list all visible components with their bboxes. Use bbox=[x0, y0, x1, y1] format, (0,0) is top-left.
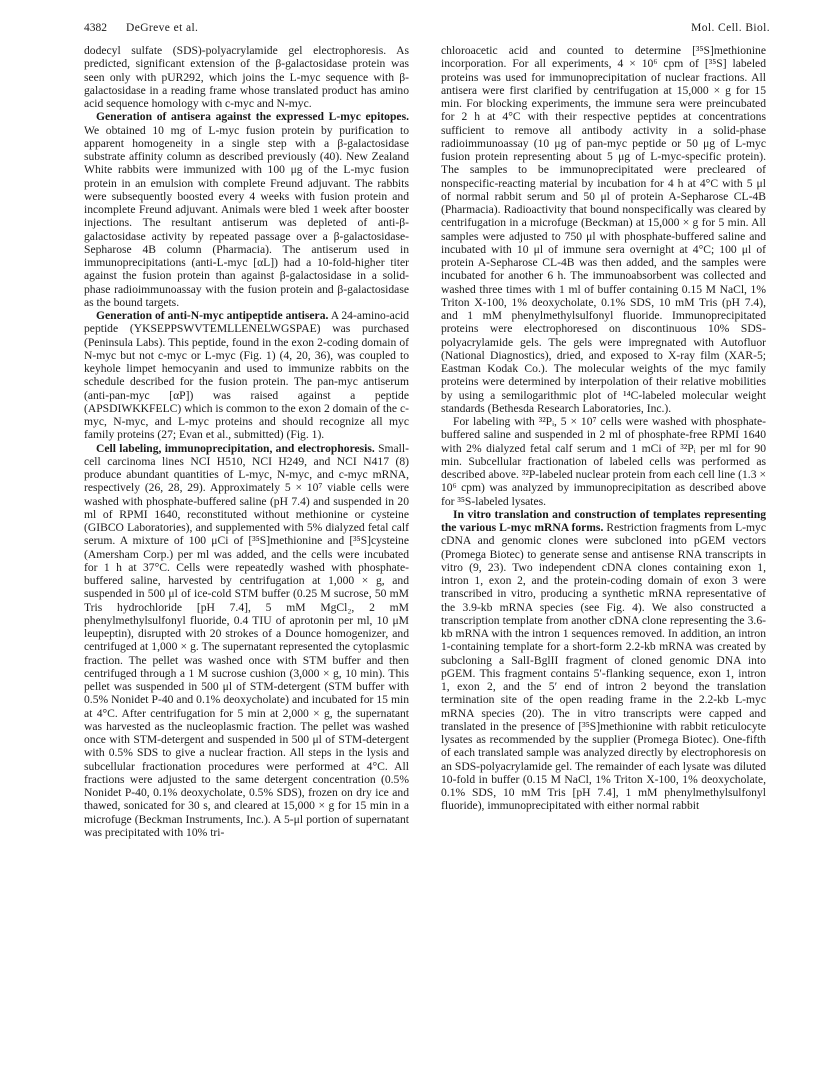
paragraph-text: For labeling with ³²Pᵢ, 5 × 10⁷ cells were washed with phosphate-buffered saline and suspended in 2 ml of phosphate-free RPMI 1640 with 2% dialyzed fetal calf serum and 1 mCi of ³²Pᵢ per ml for 90 min. Subcellular fractionation of labeled cells was performed as described above. ³²P-labeled nuclear protein from each cell line (1.3 × 10⁶ cpm) was analyzed by immunoprecipitation as described above for ³⁵S-labeled lysates. bbox=[441, 415, 766, 508]
section-heading: Generation of anti-N-myc antipeptide antisera. bbox=[96, 309, 329, 322]
section-heading: Generation of antisera against the expressed L-myc epitopes. bbox=[96, 110, 409, 124]
paragraph-phosphate-labeling bbox=[441, 415, 766, 508]
right-column bbox=[441, 44, 766, 813]
paragraph-continued bbox=[441, 44, 766, 415]
paragraph-text: chloroacetic acid and counted to determine [³⁵S]methionine incorporation. For all experiments, 4 × 10⁶ cpm of [³⁵S] labeled proteins was used for immunoprecipitation of nuclear fractions. All antisera were first clarified by centrifugation at 15,000 × g for 15 min. For blocking experiments, the immune sera were preincubated for 2 h at 4°C with their respective peptides at concentrations sufficient to remove all antibody activity in a solid-phase radioimmunoassay (10 μg of pan-myc peptide or 50 μg of L-myc fusion protein representing about 5 μg of L-myc-specific protein). The samples to be immunoprecipitated were precleared of nonspecific-reacting material by incubation for 4 h at 4°C with 5 μl of normal rabbit serum and 50 μl of protein A-Sepharose CL-4B (Pharmacia). Radioactivity that bound nonspecifically was cleared by centrifugation in a microfuge (Beckman) at 15,000 × g for 5 min. All samples were adjusted to 750 μl with phosphate-buffered saline and incubated with 10 μl of immune sera overnight at 4°C; 100 μl of protein A-Sepharose CL-4B was then added, and the samples were incubated for another 6 h. The immunoabsorbent was collected and washed three times with 1 ml of buffer containing 0.15 M NaCl, 1% Triton X-100, 1% deoxycholate, 0.1% SDS, 10 mM Tris (pH 7.4), and 1 mM phenylmethylsulfonyl fluoride. Immunoprecipitated proteins were electrophoresed on discontinuous 10% SDS-polyacrylamide gels. The gels were impregnated with Autofluor (National Diagnostics), dried, and exposed to X-ray film (XAR-5; Eastman Kodak Co.). The molecular weights of the myc family proteins were determined by interpolation of their relative mobilities by using a semilogarithmic plot of ¹⁴C-labeled molecular weight standards (Bethesda Research Laboratories, Inc.). bbox=[441, 44, 766, 415]
journal-name: Mol. Cell. Biol. bbox=[691, 22, 770, 34]
paragraph-antisera-generation bbox=[84, 110, 409, 309]
paragraph-text: A 24-amino-acid peptide (YKSEPPSWVTEMLLENELWGSPAE) was purchased (Peninsula Labs). This peptide, found in the exon 2-coding domain of N-myc but not c-myc or L-myc (Fig. 1) (4, 20, 36), was coupled to keyhole limpet hemocyanin and used to immunize rabbits on the schedule described for the fusion protein. The pan-myc antiserum (anti-pan-myc [αP]) was raised against a peptide (APSDIWKKFELC) which is common to the exon 2 domain of the c-myc, N-myc, and L-myc proteins and should recognize all myc family proteins (27; Evan et al., submitted) (Fig. 1). bbox=[84, 309, 409, 442]
paragraph-text: dodecyl sulfate (SDS)-polyacrylamide gel electrophoresis. As predicted, significant extension of the β-galactosidase protein was seen only with pUR292, which joins the L-myc sequence with β-galactosidase in a reading frame whose translated product has amino acid sequence homology with c-myc and N-myc. bbox=[84, 44, 409, 110]
page-number: 4382 bbox=[84, 22, 107, 34]
paragraph-text: Restriction fragments from L-myc cDNA and genomic clones were subcloned into pGEM vectors (Promega Biotec) to generate sense and antisense RNA transcripts in vitro (9, 23). Two independent cDNA clones containing exon 1, intron 1, exon 2, and the protein-coding domain of exon 3 were transcribed in vitro, producing a synthetic mRNA representative of the 3.9-kb mRNA species (see Fig. 4). We also constructed a transcription template from another cDNA clone representing the 3.6-kb mRNA with the intron 1 sequences removed. In addition, an intron 1-containing template for a short-form 2.2-kb mRNA was created by subcloning a SalI-BglII fragment of cloned genomic DNA into pGEM. This fragment contains 5′-flanking sequence, exon 1, intron 1, exon 2, and the 5′ end of intron 2 beyond the translation termination site of the open reading frame in the 2.2-kb L-myc mRNA species (20). The in vitro transcripts were capped and translated in the presence of [³⁵S]methionine with rabbit reticulocyte lysates as recommended by the supplier (Promega Biotec). One-fifth of each translated sample was analyzed directly by electrophoresis on an SDS-polyacrylamide gel. The remainder of each lysate was diluted 10-fold in buffer (0.15 M NaCl, 1% Triton X-100, 1% deoxycholate, 0.1% SDS, 10 mM Tris [pH 7.4], 1 mM phenylmethylsulfonyl fluoride), immunoprecipitated with either normal rabbit bbox=[441, 521, 766, 813]
running-authors: DeGreve et al. bbox=[126, 22, 199, 34]
section-heading: Cell labeling, immunoprecipitation, and electrophoresis. bbox=[96, 441, 375, 455]
left-column bbox=[84, 44, 409, 839]
paragraph-in-vitro-translation bbox=[441, 508, 766, 813]
paragraph-cell-labeling bbox=[84, 442, 409, 840]
paragraph-text: Small-cell carcinoma lines NCI H510, NCI H249, and NCI N417 (8) produce abundant quantities of L-myc, N-myc, and c-myc mRNA, respectively (26, 28, 29). Approximately 5 × 10⁷ viable cells were washed with phosphate-buffered saline (pH 7.4) and suspended in 20 ml of RPMI 1640, reconstituted without methionine or cysteine (GIBCO Laboratories), and supplemented with 5% dialyzed fetal calf serum. A mixture of 100 μCi of [³⁵S]methionine and [³⁵S]cysteine (Amersham Corp.) per ml was added, and the cells were incubated for 1 h at 37°C. Cells were repeatedly washed with phosphate-buffered saline, harvested by centrifugation at 1,000 × g, and suspended in 500 μl of ice-cold STM buffer (0.25 M sucrose, 50 mM Tris hydrochloride [pH 7.4], 5 mM MgCl₂, 2 mM phenylmethylsulfonyl fluoride, 0.4 TIU of aprotonin per ml, 10 μM leupeptin), disrupted with 20 strokes of a Dounce homogenizer, and centrifuged at 1,000 × g. The supernatant represented the cytoplasmic fraction. The pellet was washed once with STM buffer and then centrifuged through a 1 M sucrose cushion (3,000 × g, 10 min). This pellet was suspended in 500 μl of STM-detergent (STM buffer with 0.5% Nonidet P-40 and 0.1% deoxycholate) and incubated for 15 min at 4°C. After centrifugation for 5 min at 2,000 × g, the supernatant was harvested as the nucleoplasmic fraction. The pellet was washed once with STM-detergent and suspended in 500 μl of STM-detergent with 0.5% SDS to give a nuclear fraction. All steps in the lysis and subcellular fractionation procedures were performed at 4°C. All fractions were adjusted to the same detergent concentration (0.5% Nonidet P-40, 0.1% deoxycholate, 0.5% SDS), frozen on dry ice and thawed, sonicated for 30 s, and cleared at 15,000 × g for 15 min in a microfuge (Beckman Instruments, Inc.). A 5-μl portion of supernatant was precipitated with 10% tri- bbox=[84, 441, 409, 839]
section-heading: In vitro translation and construction of templates representing the various L-myc mRNA forms. bbox=[441, 507, 766, 534]
paragraph-text: We obtained 10 mg of L-myc fusion protein by purification to apparent homogeneity in a single step with a β-galactosidase substrate affinity column as described previously (40). New Zealand White rabbits were immunized with 100 μg of the L-myc fusion protein in an emulsion with complete Freund adjuvant. The rabbits were subsequently boosted every 4 weeks with fusion protein and incomplete Freund adjuvant. Animals were bled 1 week after booster injections. The resultant antiserum was depleted of anti-β-galactosidase activity by repeated passage over a β-galactosidase-Sepharose 4B column (Pharmacia). The antiserum used in immunoprecipitations (anti-L-myc [αL]) had a 10-fold-higher titer against the fusion protein than against β-galactosidase in a solid-phase radioimmunoassay with the fusion protein and β-galactosidase as the bound targets. bbox=[84, 123, 409, 309]
paragraph-antipeptide-antisera bbox=[84, 309, 409, 442]
paragraph-continued bbox=[84, 44, 409, 110]
running-header bbox=[84, 22, 770, 38]
